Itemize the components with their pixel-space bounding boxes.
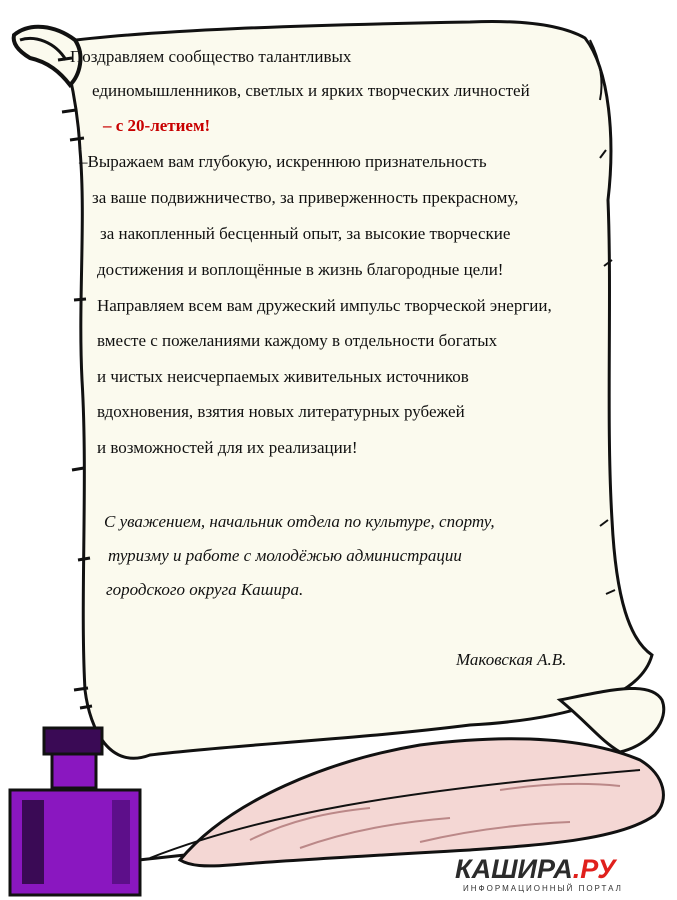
signature-line-2: туризму и работе с молодёжью администрации (108, 546, 462, 565)
site-watermark-logo (451, 856, 677, 900)
wishes-line-3: и чистых неисчерпаемых живительных источников (97, 367, 469, 386)
wishes-line-1: Направляем всем вам дружеский импульс творческой энергии, (97, 296, 552, 315)
watermark-brand-b: .РУ (572, 854, 616, 884)
gratitude-line-4: достижения и воплощённые в жизнь благородные цели! (97, 260, 504, 279)
signature-line-3: городского округа Кашира. (106, 580, 304, 599)
watermark-brand-a: КАШИРА (455, 854, 573, 884)
signature-line-1: С уважением, начальник отдела по культуре, спорту, (104, 512, 495, 531)
gratitude-line-3: за накопленный бесценный опыт, за высокие творческие (100, 224, 511, 243)
gratitude-line-2: за ваше подвижничество, за приверженность прекрасному, (92, 188, 519, 207)
wishes-line-4: вдохновения, взятия новых литературных рубежей (97, 402, 465, 421)
quill-feather-icon (120, 739, 663, 866)
wishes-line-2: вместе с пожеланиями каждому в отдельности богатых (97, 331, 498, 350)
anniversary-line: – с 20-летием! (103, 116, 211, 135)
greeting-line-1: Поздравляем сообщество талантливых (70, 47, 352, 66)
wishes-line-5: и возможностей для их реализации! (97, 438, 358, 457)
watermark-subtitle: ИНФОРМАЦИОННЫЙ ПОРТАЛ (463, 884, 623, 893)
greeting-line-2: единомышленников, светлых и ярких творческих личностей (92, 81, 530, 100)
gratitude-line-1: –Выражаем вам глубокую, искреннюю признательность (79, 152, 487, 171)
signer-name: Маковская А.В. (456, 650, 567, 669)
watermark-brand (455, 856, 616, 883)
